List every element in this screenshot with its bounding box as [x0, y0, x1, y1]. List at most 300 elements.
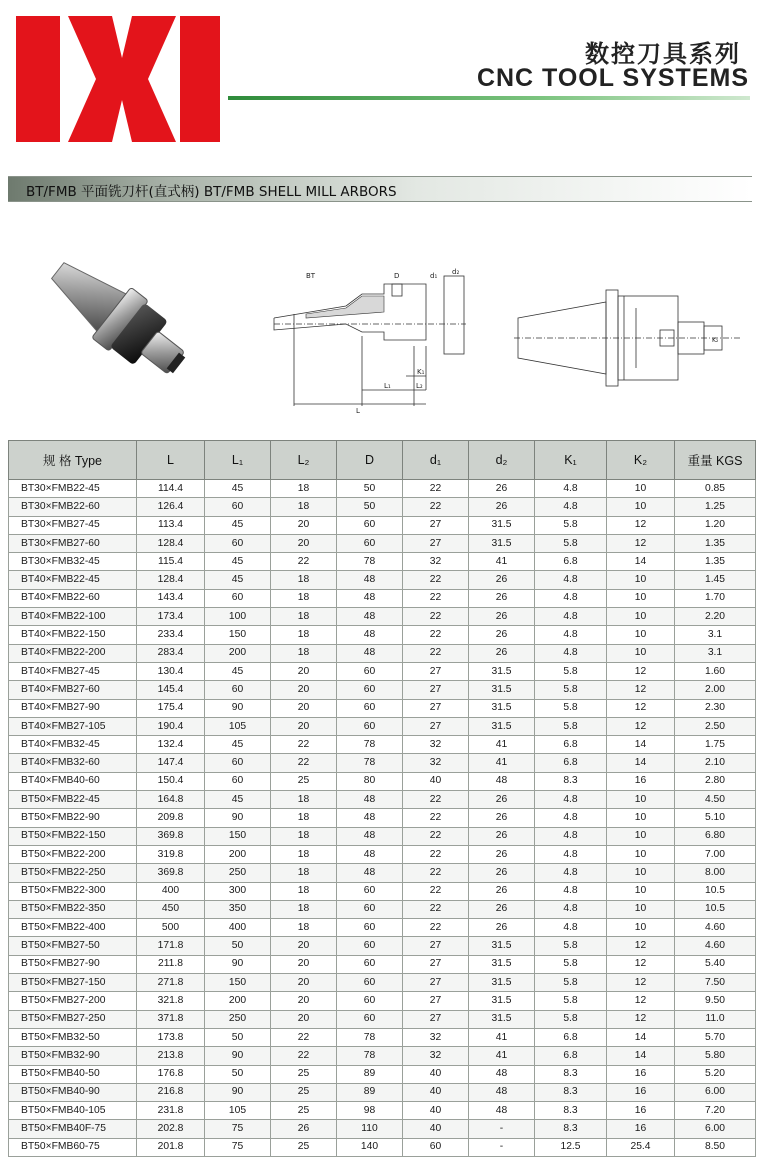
cell-weight: 1.75: [675, 736, 756, 754]
cell-k1: 5.8: [535, 955, 607, 973]
cell-d: 60: [337, 900, 403, 918]
cell-l2: 18: [271, 809, 337, 827]
table-row: [9, 498, 756, 516]
arbor-section-drawing: [266, 266, 476, 416]
cell-k2: 10: [607, 644, 675, 662]
table-row: [9, 553, 756, 571]
cell-l: 271.8: [137, 974, 205, 992]
cell-d2: 41: [469, 1047, 535, 1065]
table-row: [9, 1028, 756, 1046]
cell-l: 400: [137, 882, 205, 900]
cell-l1: 75: [205, 1120, 271, 1138]
cell-l1: 150: [205, 626, 271, 644]
cell-d1: 40: [403, 772, 469, 790]
cell-l1: 45: [205, 516, 271, 534]
cell-d2: 26: [469, 791, 535, 809]
table-row: [9, 1047, 756, 1065]
cell-l: 147.4: [137, 754, 205, 772]
cell-d: 48: [337, 571, 403, 589]
cell-d2: 26: [469, 589, 535, 607]
cell-type: BT50×FMB27-90: [9, 955, 137, 973]
cell-weight: 5.20: [675, 1065, 756, 1083]
cell-l2: 20: [271, 662, 337, 680]
cell-l2: 22: [271, 1047, 337, 1065]
table-row: [9, 516, 756, 534]
cell-d2: 26: [469, 480, 535, 498]
table-row: [9, 571, 756, 589]
cell-k1: 4.8: [535, 864, 607, 882]
cell-k2: 14: [607, 1047, 675, 1065]
cell-k1: 5.8: [535, 662, 607, 680]
table-row: [9, 736, 756, 754]
cell-d2: 48: [469, 772, 535, 790]
cell-weight: 10.5: [675, 882, 756, 900]
cell-weight: 8.00: [675, 864, 756, 882]
cell-weight: 6.80: [675, 827, 756, 845]
cell-l: 173.8: [137, 1028, 205, 1046]
cell-l2: 18: [271, 827, 337, 845]
header-d2: d₂: [469, 441, 535, 480]
cell-d: 140: [337, 1138, 403, 1156]
cell-k1: 4.8: [535, 809, 607, 827]
header-weight: 重量 KGS: [675, 441, 756, 480]
drawing-label-d1: d₁: [430, 272, 438, 280]
cell-l: 128.4: [137, 571, 205, 589]
spec-table: [8, 440, 756, 1157]
cell-weight: 3.1: [675, 626, 756, 644]
cell-k2: 14: [607, 736, 675, 754]
table-row: [9, 955, 756, 973]
cell-d2: 31.5: [469, 717, 535, 735]
cell-l: 143.4: [137, 589, 205, 607]
table-row: [9, 1120, 756, 1138]
cell-k1: 6.8: [535, 1047, 607, 1065]
cell-d: 48: [337, 608, 403, 626]
cell-k1: 8.3: [535, 1120, 607, 1138]
table-row: [9, 809, 756, 827]
cell-d2: 26: [469, 919, 535, 937]
cell-weight: 4.60: [675, 937, 756, 955]
cell-weight: 2.80: [675, 772, 756, 790]
cell-l2: 18: [271, 864, 337, 882]
cell-k2: 10: [607, 589, 675, 607]
cell-k2: 12: [607, 699, 675, 717]
cell-l: 173.4: [137, 608, 205, 626]
cell-d2: 31.5: [469, 937, 535, 955]
cell-d: 50: [337, 498, 403, 516]
cell-k2: 14: [607, 1028, 675, 1046]
cell-l2: 18: [271, 589, 337, 607]
cell-k1: 8.3: [535, 1065, 607, 1083]
cell-d2: 48: [469, 1083, 535, 1101]
cell-d1: 22: [403, 809, 469, 827]
cell-l: 171.8: [137, 937, 205, 955]
cell-l2: 22: [271, 754, 337, 772]
cell-type: BT50×FMB60-75: [9, 1138, 137, 1156]
cell-k1: 6.8: [535, 553, 607, 571]
cell-l2: 18: [271, 845, 337, 863]
cell-k2: 12: [607, 955, 675, 973]
cell-type: BT50×FMB22-250: [9, 864, 137, 882]
cell-k1: 12.5: [535, 1138, 607, 1156]
cell-type: BT30×FMB27-45: [9, 516, 137, 534]
cell-l1: 50: [205, 937, 271, 955]
cell-type: BT50×FMB32-50: [9, 1028, 137, 1046]
cell-type: BT40×FMB27-105: [9, 717, 137, 735]
table-row: [9, 644, 756, 662]
cell-l: 130.4: [137, 662, 205, 680]
cell-k2: 12: [607, 534, 675, 552]
cell-k1: 5.8: [535, 681, 607, 699]
drawing-label-d: D: [394, 272, 400, 280]
cell-k1: 4.8: [535, 498, 607, 516]
drawing-label-l1: L₁: [384, 382, 391, 390]
cell-d: 60: [337, 681, 403, 699]
table-row: [9, 717, 756, 735]
cell-k1: 5.8: [535, 992, 607, 1010]
cell-d: 60: [337, 992, 403, 1010]
table-row: [9, 608, 756, 626]
cell-type: BT50×FMB40-90: [9, 1083, 137, 1101]
cell-type: BT30×FMB22-45: [9, 480, 137, 498]
cell-d2: 26: [469, 845, 535, 863]
header-k1: K₁: [535, 441, 607, 480]
cell-d1: 60: [403, 1138, 469, 1156]
cell-type: BT40×FMB22-200: [9, 644, 137, 662]
cell-weight: 1.20: [675, 516, 756, 534]
cell-d: 60: [337, 1010, 403, 1028]
cell-l1: 60: [205, 589, 271, 607]
table-row: [9, 937, 756, 955]
table-row: [9, 754, 756, 772]
cell-type: BT30×FMB27-60: [9, 534, 137, 552]
cell-k2: 12: [607, 516, 675, 534]
cell-k2: 10: [607, 882, 675, 900]
cell-k2: 12: [607, 992, 675, 1010]
cell-weight: 1.60: [675, 662, 756, 680]
table-row: [9, 827, 756, 845]
table-row: [9, 1102, 756, 1120]
cell-l2: 26: [271, 1120, 337, 1138]
cell-l2: 25: [271, 1102, 337, 1120]
cell-weight: 10.5: [675, 900, 756, 918]
cell-l1: 45: [205, 662, 271, 680]
cell-l1: 50: [205, 1028, 271, 1046]
cell-l: 283.4: [137, 644, 205, 662]
cell-weight: 6.00: [675, 1083, 756, 1101]
cell-type: BT40×FMB22-100: [9, 608, 137, 626]
cell-l2: 22: [271, 553, 337, 571]
cell-d: 48: [337, 589, 403, 607]
header-k2: K₂: [607, 441, 675, 480]
drawing-label-l2: L₂: [416, 382, 423, 390]
cell-l2: 20: [271, 1010, 337, 1028]
cell-d: 98: [337, 1102, 403, 1120]
cell-d2: 41: [469, 754, 535, 772]
cell-d1: 27: [403, 717, 469, 735]
cell-k1: 4.8: [535, 626, 607, 644]
cell-d: 78: [337, 736, 403, 754]
cell-k2: 10: [607, 498, 675, 516]
cell-l2: 18: [271, 626, 337, 644]
cell-d1: 22: [403, 864, 469, 882]
cell-l1: 45: [205, 480, 271, 498]
cell-d1: 32: [403, 553, 469, 571]
header-d1: d₁: [403, 441, 469, 480]
cell-k2: 12: [607, 681, 675, 699]
cell-l2: 18: [271, 498, 337, 516]
cell-k1: 4.8: [535, 480, 607, 498]
cell-d2: 31.5: [469, 1010, 535, 1028]
header-d: D: [337, 441, 403, 480]
cell-d2: 41: [469, 553, 535, 571]
cell-weight: 7.00: [675, 845, 756, 863]
cell-type: BT50×FMB22-400: [9, 919, 137, 937]
cell-l1: 300: [205, 882, 271, 900]
cell-d1: 22: [403, 791, 469, 809]
cell-d1: 27: [403, 534, 469, 552]
cell-type: BT40×FMB27-60: [9, 681, 137, 699]
cell-type: BT50×FMB27-150: [9, 974, 137, 992]
cell-type: BT30×FMB22-60: [9, 498, 137, 516]
cell-l: 202.8: [137, 1120, 205, 1138]
header-divider: [228, 96, 750, 100]
cell-l: 176.8: [137, 1065, 205, 1083]
cell-weight: 6.00: [675, 1120, 756, 1138]
table-row: [9, 681, 756, 699]
cell-d1: 27: [403, 937, 469, 955]
cell-d1: 22: [403, 498, 469, 516]
cell-d: 60: [337, 534, 403, 552]
cell-l: 211.8: [137, 955, 205, 973]
cell-l1: 200: [205, 644, 271, 662]
cell-d: 89: [337, 1065, 403, 1083]
cell-type: BT30×FMB32-45: [9, 553, 137, 571]
cell-l1: 150: [205, 974, 271, 992]
cell-l1: 250: [205, 864, 271, 882]
cell-d1: 22: [403, 882, 469, 900]
cell-d: 48: [337, 809, 403, 827]
cell-d2: 26: [469, 809, 535, 827]
cell-d1: 22: [403, 644, 469, 662]
cell-d: 60: [337, 919, 403, 937]
cell-l1: 200: [205, 992, 271, 1010]
cell-d: 48: [337, 845, 403, 863]
cell-l2: 18: [271, 900, 337, 918]
cell-weight: 1.25: [675, 498, 756, 516]
cell-l1: 50: [205, 1065, 271, 1083]
section-title: BT/FMB 平面铣刀杆(直式柄) BT/FMB SHELL MILL ARBORS: [26, 184, 397, 200]
cell-l: 114.4: [137, 480, 205, 498]
cell-l: 213.8: [137, 1047, 205, 1065]
cell-weight: 7.20: [675, 1102, 756, 1120]
cell-d1: 22: [403, 827, 469, 845]
cell-l2: 20: [271, 534, 337, 552]
ixi-logo: [12, 8, 222, 148]
cell-l2: 20: [271, 717, 337, 735]
cell-l: 209.8: [137, 809, 205, 827]
cell-d: 60: [337, 662, 403, 680]
cell-d2: 41: [469, 1028, 535, 1046]
cell-d1: 40: [403, 1083, 469, 1101]
table-row: [9, 1065, 756, 1083]
cell-d1: 40: [403, 1065, 469, 1083]
cell-d1: 32: [403, 754, 469, 772]
cell-k2: 16: [607, 1083, 675, 1101]
table-row: [9, 699, 756, 717]
cell-l: 190.4: [137, 717, 205, 735]
cell-l1: 90: [205, 1047, 271, 1065]
cell-k1: 4.8: [535, 882, 607, 900]
cell-k2: 10: [607, 827, 675, 845]
cell-d1: 27: [403, 699, 469, 717]
cell-k1: 6.8: [535, 736, 607, 754]
cell-d: 48: [337, 827, 403, 845]
cell-l2: 18: [271, 791, 337, 809]
cell-d2: 26: [469, 900, 535, 918]
cell-k2: 10: [607, 480, 675, 498]
cell-type: BT50×FMB32-90: [9, 1047, 137, 1065]
cell-k2: 12: [607, 662, 675, 680]
cell-type: BT40×FMB22-150: [9, 626, 137, 644]
cell-k1: 4.8: [535, 900, 607, 918]
cell-k1: 4.8: [535, 608, 607, 626]
cell-type: BT50×FMB22-45: [9, 791, 137, 809]
cell-l2: 20: [271, 699, 337, 717]
table-row: [9, 1083, 756, 1101]
cell-l1: 45: [205, 791, 271, 809]
cell-type: BT50×FMB40-105: [9, 1102, 137, 1120]
cell-l: 132.4: [137, 736, 205, 754]
cell-k1: 4.8: [535, 919, 607, 937]
cell-d: 48: [337, 791, 403, 809]
spec-table-header: [9, 441, 756, 480]
cell-l1: 105: [205, 1102, 271, 1120]
cell-k2: 14: [607, 553, 675, 571]
cell-l: 321.8: [137, 992, 205, 1010]
cell-k1: 6.8: [535, 754, 607, 772]
cell-l2: 18: [271, 882, 337, 900]
cell-k1: 8.3: [535, 1102, 607, 1120]
table-row: [9, 480, 756, 498]
drawing-label-d2: d₂: [452, 268, 460, 276]
cell-l1: 90: [205, 1083, 271, 1101]
cell-k2: 10: [607, 845, 675, 863]
drawing-label-l: L: [356, 407, 360, 415]
cell-d: 78: [337, 553, 403, 571]
cell-l1: 60: [205, 772, 271, 790]
header-l1: L₁: [205, 441, 271, 480]
cell-d1: 27: [403, 681, 469, 699]
cell-l1: 60: [205, 754, 271, 772]
cell-type: BT40×FMB32-45: [9, 736, 137, 754]
cell-d: 78: [337, 1028, 403, 1046]
cell-l1: 250: [205, 1010, 271, 1028]
cell-k2: 10: [607, 571, 675, 589]
cell-d: 60: [337, 699, 403, 717]
cell-type: BT50×FMB22-90: [9, 809, 137, 827]
cell-k2: 16: [607, 1065, 675, 1083]
cell-weight: 5.10: [675, 809, 756, 827]
cell-l: 175.4: [137, 699, 205, 717]
cell-l: 371.8: [137, 1010, 205, 1028]
cell-d1: 27: [403, 974, 469, 992]
cell-l: 164.8: [137, 791, 205, 809]
cell-k2: 14: [607, 754, 675, 772]
drawing-label-bt: BT: [306, 272, 316, 280]
cell-d1: 22: [403, 608, 469, 626]
cell-l: 231.8: [137, 1102, 205, 1120]
cell-l1: 90: [205, 955, 271, 973]
cell-weight: 4.50: [675, 791, 756, 809]
cell-k2: 10: [607, 809, 675, 827]
cell-l: 145.4: [137, 681, 205, 699]
table-row: [9, 864, 756, 882]
cell-type: BT50×FMB40-50: [9, 1065, 137, 1083]
cell-d: 48: [337, 644, 403, 662]
cell-type: BT40×FMB32-60: [9, 754, 137, 772]
cell-k2: 10: [607, 864, 675, 882]
cell-d2: 48: [469, 1065, 535, 1083]
cell-l1: 400: [205, 919, 271, 937]
cell-weight: 2.50: [675, 717, 756, 735]
cell-d1: 22: [403, 900, 469, 918]
cell-d2: 26: [469, 571, 535, 589]
cell-d1: 27: [403, 955, 469, 973]
cell-d: 78: [337, 1047, 403, 1065]
cell-type: BT40×FMB22-45: [9, 571, 137, 589]
cell-weight: 5.80: [675, 1047, 756, 1065]
cell-d1: 22: [403, 589, 469, 607]
cell-d2: 26: [469, 644, 535, 662]
cell-k2: 16: [607, 1120, 675, 1138]
cell-d: 89: [337, 1083, 403, 1101]
cell-l1: 45: [205, 736, 271, 754]
cell-weight: 1.70: [675, 589, 756, 607]
table-row: [9, 626, 756, 644]
cell-l1: 45: [205, 571, 271, 589]
cell-d2: -: [469, 1120, 535, 1138]
cell-weight: 4.60: [675, 919, 756, 937]
cell-d2: 31.5: [469, 516, 535, 534]
cell-type: BT50×FMB22-350: [9, 900, 137, 918]
arbor-outline-drawing: [510, 278, 750, 398]
cell-weight: 1.35: [675, 553, 756, 571]
header-l2: L₂: [271, 441, 337, 480]
cell-k1: 5.8: [535, 937, 607, 955]
table-row: [9, 845, 756, 863]
cell-k1: 6.8: [535, 1028, 607, 1046]
cell-k1: 5.8: [535, 717, 607, 735]
cell-k1: 4.8: [535, 589, 607, 607]
cell-l2: 25: [271, 1138, 337, 1156]
cell-k1: 4.8: [535, 644, 607, 662]
cell-k1: 5.8: [535, 974, 607, 992]
cell-l1: 75: [205, 1138, 271, 1156]
cell-d2: 41: [469, 736, 535, 754]
cell-d1: 22: [403, 626, 469, 644]
cell-l2: 20: [271, 992, 337, 1010]
cell-d1: 40: [403, 1102, 469, 1120]
cell-weight: 1.45: [675, 571, 756, 589]
cell-d2: 31.5: [469, 974, 535, 992]
cell-d: 60: [337, 974, 403, 992]
table-row: [9, 1010, 756, 1028]
cell-k2: 10: [607, 626, 675, 644]
cell-type: BT50×FMB22-150: [9, 827, 137, 845]
drawing-label-k2: K₂: [712, 337, 719, 344]
cell-k2: 12: [607, 717, 675, 735]
